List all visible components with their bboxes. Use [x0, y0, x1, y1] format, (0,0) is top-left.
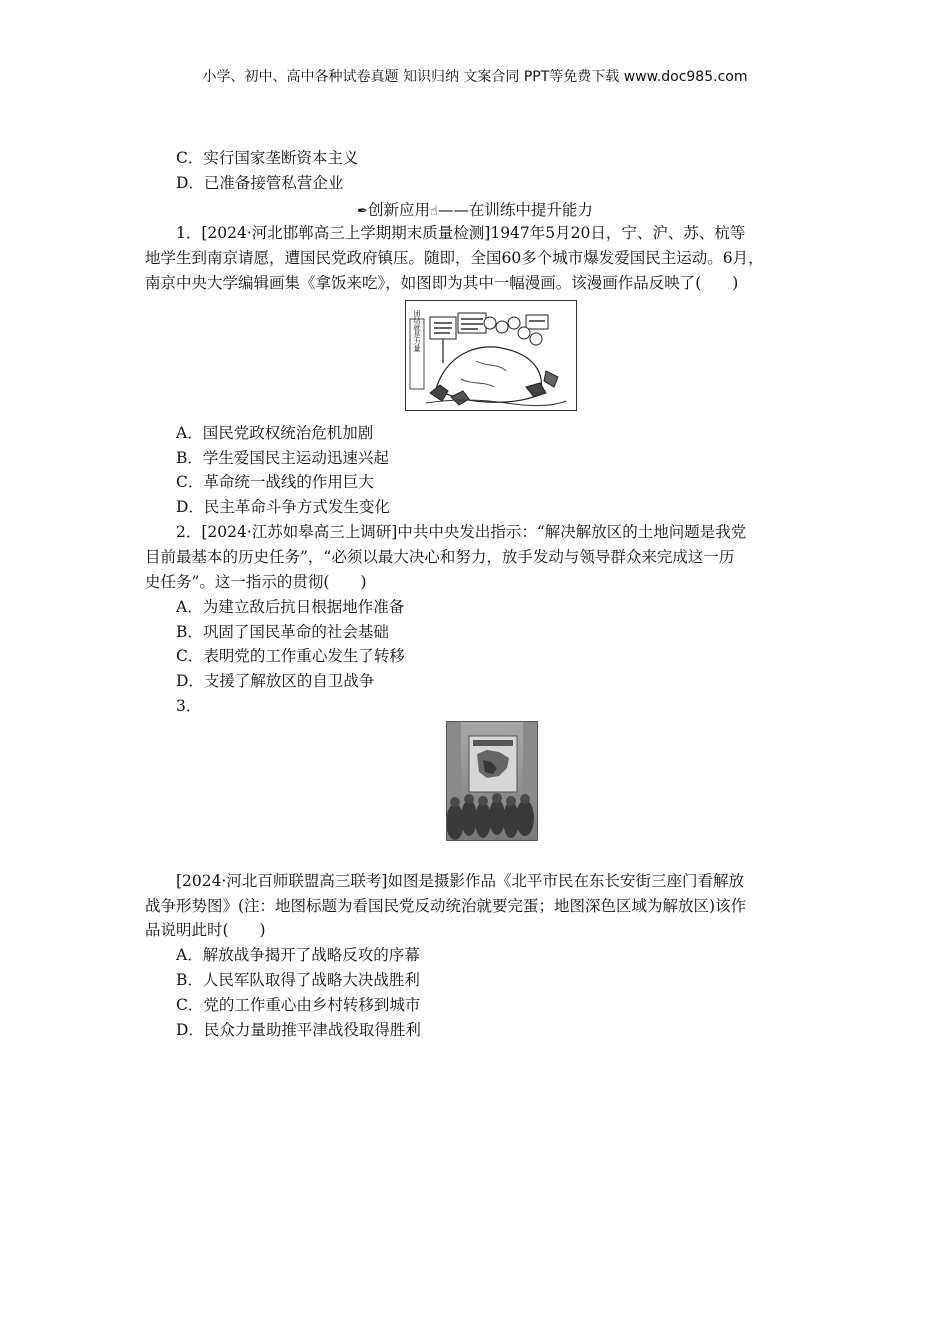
- prev-option-d: D．已准备接管私营企业: [176, 174, 344, 192]
- q3-stem-line1: [2024·河北百师联盟高三联考]如图是摄影作品《北平市民在东长安街三座门看解放: [176, 872, 744, 890]
- q3-stem-line3: 品说明此时( ): [145, 921, 266, 939]
- q3-option-c: C．党的工作重心由乡村转移到城市: [176, 996, 421, 1014]
- q2-stem-line2: 目前最基本的历史任务”，“必须以最大决心和努力，放手发动与领导群众来完成这一历: [145, 548, 735, 566]
- q2-option-c: C．表明党的工作重心发生了转移: [176, 647, 405, 665]
- section-title-text: 创新应用: [367, 201, 430, 219]
- q3-option-b: B．人民军队取得了战略大决战胜利: [176, 971, 420, 989]
- section-title: [0, 198, 950, 220]
- section-subtitle: ——在训练中提升能力: [437, 201, 593, 219]
- q3-stem-line2: 战争形势图》(注：地图标题为看国民党反动统治就要完蛋；地图深色区域为解放区)该作: [145, 897, 747, 915]
- q1-option-d: D．民主革命斗争方式发生变化: [176, 498, 390, 516]
- q1-stem-line1: 1．[2024·河北邯郸高三上学期期末质量检测]1947年5月20日，宁、沪、苏、杭等: [176, 224, 746, 242]
- q2-stem-line1: 2．[2024·江苏如皋高三上调研]中共中央发出指示：“解决解放区的土地问题是我党: [176, 523, 747, 541]
- q2-option-d: D．支援了解放区的自卫战争: [176, 672, 375, 690]
- q1-option-b: B．学生爱国民主运动迅速兴起: [176, 449, 389, 467]
- page-header: 小学、初中、高中各种试卷真题 知识归纳 文案合同 PPT等免费下载 www.doc985.com: [202, 69, 748, 85]
- q2-option-a: A．为建立敌后抗日根据地作准备: [176, 598, 405, 616]
- hand-icon: ☝: [429, 204, 438, 219]
- q3-option-a: A．解放战争揭开了战略反攻的序幕: [176, 946, 420, 964]
- q3-option-d: D．民众力量助推平津战役取得胜利: [176, 1021, 421, 1039]
- q3-photo-image: [446, 721, 538, 841]
- q1-option-c: C．革命统一战线的作用巨大: [176, 473, 374, 491]
- q2-option-b: B．巩固了国民革命的社会基础: [176, 623, 389, 641]
- q3-number: 3．: [176, 697, 202, 715]
- pen-icon: ✒: [357, 204, 368, 219]
- q1-cartoon-caption: 团结就是力量: [413, 310, 421, 352]
- q2-stem-line3: 史任务”。这一指示的贯彻( ): [145, 573, 367, 591]
- prev-option-c: C．实行国家垄断资本主义: [176, 149, 359, 167]
- q1-option-a: A．国民党政权统治危机加剧: [176, 424, 374, 442]
- q1-stem-line3: 南京中央大学编辑画集《拿饭来吃》，如图即为其中一幅漫画。该漫画作品反映了( ): [145, 274, 739, 292]
- q1-stem-line2: 地学生到南京请愿，遭国民党政府镇压。随即，全国60多个城市爆发爱国民主运动。6月，: [145, 249, 764, 267]
- q1-cartoon-image: [405, 300, 577, 411]
